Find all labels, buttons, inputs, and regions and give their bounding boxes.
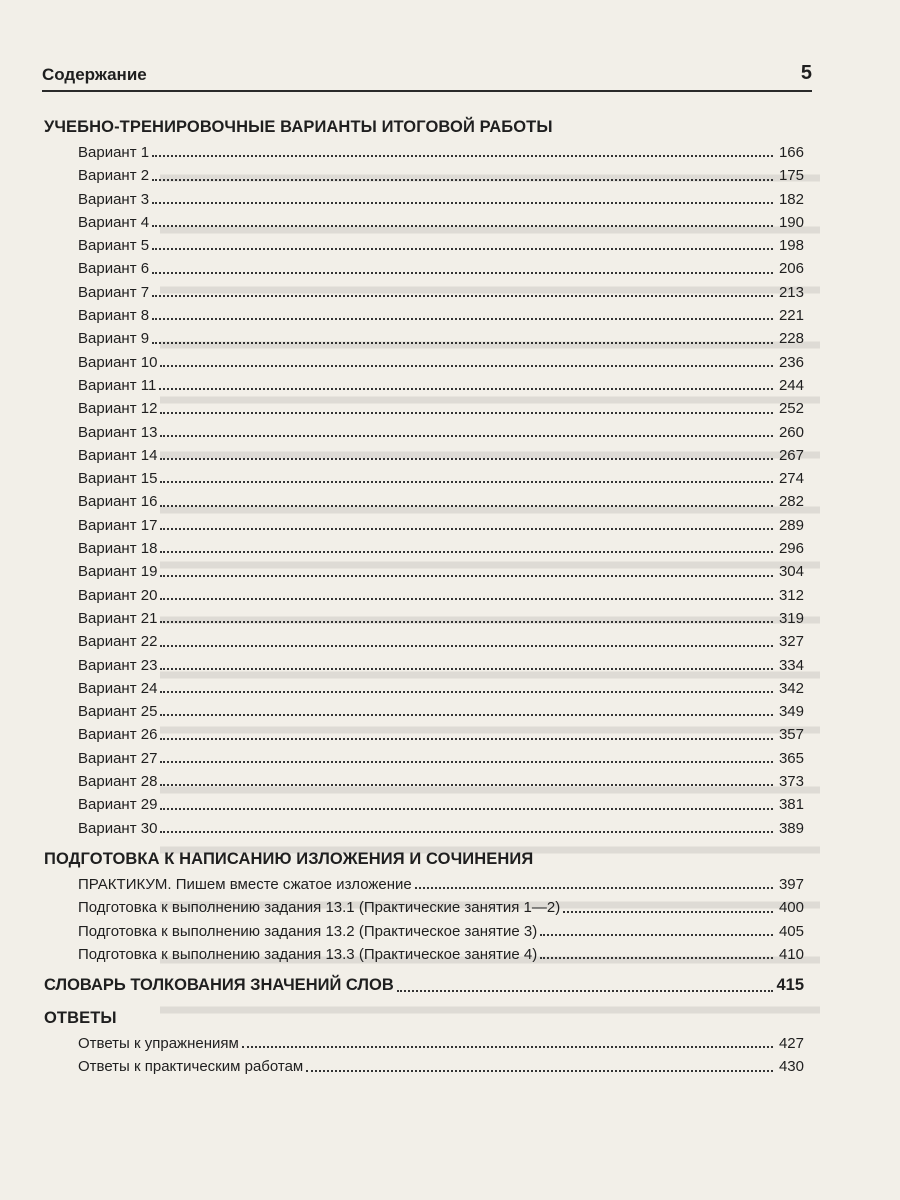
toc-entry-label: Вариант 21 <box>78 609 158 627</box>
leader-dots <box>160 364 773 367</box>
variants-list <box>44 141 804 840</box>
toc-entry-label: Вариант 10 <box>78 353 158 371</box>
leader-dots <box>160 411 773 414</box>
toc-entry[interactable] <box>44 188 804 211</box>
toc-entry[interactable] <box>44 397 804 420</box>
leader-dots <box>540 933 773 936</box>
toc-entry-label: Вариант 13 <box>78 423 158 441</box>
toc-entry-label: Вариант 16 <box>78 493 158 511</box>
toc-entry-label: Вариант 18 <box>78 540 158 558</box>
toc-entry-label: Вариант 2 <box>78 167 150 185</box>
toc-entry-label: ПРАКТИКУМ. Пишем вместе сжатое изложение <box>78 875 412 893</box>
toc-entry-label: Вариант 12 <box>78 400 158 418</box>
leader-dots <box>160 690 773 693</box>
toc-entry[interactable] <box>44 281 804 304</box>
toc-entry-label: Вариант 9 <box>78 330 150 348</box>
toc-entry-page: 166 <box>778 144 804 161</box>
toc-entry[interactable] <box>44 873 804 896</box>
toc-entry[interactable] <box>44 1055 804 1078</box>
leader-dots <box>160 434 773 437</box>
toc-entry-page: 400 <box>778 899 804 917</box>
leader-dots <box>160 644 773 647</box>
toc-entry[interactable] <box>44 211 804 234</box>
toc-entry[interactable] <box>44 747 804 770</box>
toc-entry[interactable] <box>44 490 804 513</box>
toc-entry-page: 282 <box>778 493 804 511</box>
page-header <box>42 55 812 92</box>
toc-entry-label: Вариант 26 <box>78 726 158 744</box>
toc-entry-page: 206 <box>778 260 804 278</box>
leader-dots <box>152 271 773 274</box>
leader-dots <box>152 178 773 181</box>
leader-dots <box>152 224 773 227</box>
toc-entry[interactable] <box>44 607 804 630</box>
toc-entry[interactable] <box>44 514 804 537</box>
leader-dots <box>160 457 773 460</box>
toc-entry-page: 175 <box>778 167 804 185</box>
toc-entry[interactable] <box>44 1032 804 1055</box>
toc-entry-label: Вариант 4 <box>78 213 150 231</box>
toc-entry[interactable] <box>44 351 804 374</box>
toc-entry[interactable] <box>44 896 804 919</box>
toc-entry-page: 342 <box>778 679 804 697</box>
leader-dots <box>160 783 773 786</box>
toc-entry-page: 430 <box>778 1058 804 1076</box>
toc-entry-label: СЛОВАРЬ ТОЛКОВАНИЯ ЗНАЧЕНИЙ СЛОВ <box>44 976 394 995</box>
toc-entry-label: Подготовка к выполнению задания 13.1 (Практические занятия 1—2) <box>78 899 561 917</box>
leader-dots <box>160 550 773 553</box>
leader-dots <box>160 830 773 833</box>
toc-entry-label: Вариант 30 <box>78 819 158 837</box>
toc-entry[interactable] <box>44 537 804 560</box>
toc-entry-page: 198 <box>778 237 804 255</box>
leader-dots <box>306 1069 773 1072</box>
toc-entry-label: Вариант 24 <box>78 679 158 697</box>
toc-entry-page: 389 <box>778 819 804 837</box>
preparation-list <box>44 873 804 966</box>
toc-entry-page: 312 <box>778 586 804 604</box>
toc-entry[interactable] <box>44 943 804 966</box>
toc-entry-label: Вариант 6 <box>78 260 150 278</box>
leader-dots <box>415 886 773 889</box>
toc-entry[interactable] <box>44 234 804 257</box>
leader-dots <box>152 294 773 297</box>
answers-list <box>44 1032 804 1079</box>
toc-entry[interactable] <box>44 141 804 164</box>
toc-entry-page: 357 <box>778 726 804 744</box>
leader-dots <box>159 387 773 390</box>
toc-entry-page: 334 <box>778 656 804 674</box>
toc-entry[interactable] <box>44 444 804 467</box>
leader-dots <box>160 527 773 530</box>
leader-dots <box>563 910 773 913</box>
toc-entry-label: Подготовка к выполнению задания 13.3 (Практическое занятие 4) <box>78 945 538 963</box>
toc-entry-page: 289 <box>778 516 804 534</box>
page-number: 5 <box>800 62 812 84</box>
toc-entry-page: 365 <box>778 749 804 767</box>
section-heading-variants: УЧЕБНО-ТРЕНИРОВОЧНЫЕ ВАРИАНТЫ ИТОГОВОЙ РАБОТЫ <box>44 118 553 136</box>
leader-dots <box>160 504 773 507</box>
toc-entry[interactable] <box>44 723 804 746</box>
leader-dots <box>160 737 773 740</box>
toc-entry-page: 252 <box>778 400 804 418</box>
toc-entry-page: 260 <box>778 423 804 441</box>
toc-entry[interactable] <box>44 257 804 280</box>
toc-entry-label: Вариант 8 <box>78 307 150 325</box>
leader-dots <box>152 154 773 157</box>
leader-dots <box>160 597 773 600</box>
leader-dots <box>152 317 773 320</box>
toc-entry-page: 244 <box>778 376 804 394</box>
toc-entry-label: Вариант 7 <box>78 283 150 301</box>
leader-dots <box>152 247 773 250</box>
leader-dots <box>540 956 773 959</box>
toc-entry-page: 236 <box>778 353 804 371</box>
toc-entry-page: 427 <box>778 1035 804 1053</box>
toc-entry[interactable] <box>44 374 804 397</box>
toc-entry-page: 190 <box>778 213 804 231</box>
toc-entry[interactable] <box>44 817 804 840</box>
toc-entry-page: 274 <box>778 470 804 488</box>
toc-entry-page: 228 <box>778 330 804 348</box>
toc-entry-label: Вариант 19 <box>78 563 158 581</box>
table-of-contents <box>44 114 804 1079</box>
toc-entry-page: 397 <box>778 875 804 893</box>
leader-dots <box>160 807 773 810</box>
toc-entry-label: Вариант 17 <box>78 516 158 534</box>
toc-entry-page: 296 <box>778 540 804 558</box>
leader-dots <box>160 667 773 670</box>
toc-entry[interactable] <box>44 654 804 677</box>
toc-entry-label: Вариант 28 <box>78 773 158 791</box>
toc-entry[interactable] <box>44 770 804 793</box>
toc-entry-page: 182 <box>778 190 804 208</box>
leader-dots <box>242 1045 773 1048</box>
toc-entry[interactable] <box>44 327 804 350</box>
leader-dots <box>152 201 773 204</box>
toc-entry[interactable] <box>44 584 804 607</box>
toc-entry-label: Вариант 23 <box>78 656 158 674</box>
toc-entry-label: Вариант 22 <box>78 633 158 651</box>
toc-entry[interactable] <box>44 920 804 943</box>
toc-entry[interactable] <box>44 630 804 653</box>
toc-entry-page: 304 <box>778 563 804 581</box>
toc-entry[interactable] <box>44 467 804 490</box>
toc-entry-dictionary[interactable] <box>44 972 804 999</box>
toc-entry[interactable] <box>44 700 804 723</box>
toc-entry-label: Подготовка к выполнению задания 13.2 (Практическое занятие 3) <box>78 922 538 940</box>
toc-entry-page: 327 <box>778 633 804 651</box>
toc-entry-page: 349 <box>778 703 804 721</box>
toc-entry-page: 381 <box>778 796 804 814</box>
toc-entry-label: Вариант 20 <box>78 586 158 604</box>
leader-dots <box>160 480 773 483</box>
toc-entry-label: Ответы к упражнениям <box>78 1035 239 1053</box>
leader-dots <box>160 713 773 716</box>
toc-entry[interactable] <box>44 421 804 444</box>
toc-entry[interactable] <box>44 793 804 816</box>
toc-entry-page: 319 <box>778 609 804 627</box>
toc-entry-label: Вариант 14 <box>78 446 158 464</box>
toc-entry-page: 221 <box>778 307 804 325</box>
toc-entry-label: Ответы к практическим работам <box>78 1058 304 1076</box>
toc-entry-page: 405 <box>778 922 804 940</box>
toc-entry-page: 415 <box>776 976 804 995</box>
header-title: Содержание <box>42 65 147 84</box>
toc-entry-label: Вариант 25 <box>78 703 158 721</box>
toc-entry-page: 213 <box>778 283 804 301</box>
toc-entry-label: Вариант 15 <box>78 470 158 488</box>
leader-dots <box>152 341 773 344</box>
toc-entry-label: Вариант 27 <box>78 749 158 767</box>
toc-entry-label: Вариант 1 <box>78 144 150 161</box>
toc-entry-page: 267 <box>778 446 804 464</box>
toc-entry[interactable] <box>44 677 804 700</box>
leader-dots <box>160 620 773 623</box>
section-heading-answers: ОТВЕТЫ <box>44 1009 117 1028</box>
toc-entry-label: Вариант 29 <box>78 796 158 814</box>
toc-entry-label: Вариант 3 <box>78 190 150 208</box>
toc-entry-label: Вариант 11 <box>78 376 157 394</box>
leader-dots <box>160 574 773 577</box>
toc-entry[interactable] <box>44 560 804 583</box>
leader-dots <box>160 760 773 763</box>
section-heading-preparation: ПОДГОТОВКА К НАПИСАНИЮ ИЗЛОЖЕНИЯ И СОЧИНЕНИЯ <box>44 849 534 868</box>
toc-entry-page: 410 <box>778 945 804 963</box>
toc-entry-page: 373 <box>778 773 804 791</box>
toc-entry[interactable] <box>44 164 804 187</box>
toc-entry-label: Вариант 5 <box>78 237 150 255</box>
leader-dots <box>397 989 773 992</box>
toc-entry[interactable] <box>44 304 804 327</box>
